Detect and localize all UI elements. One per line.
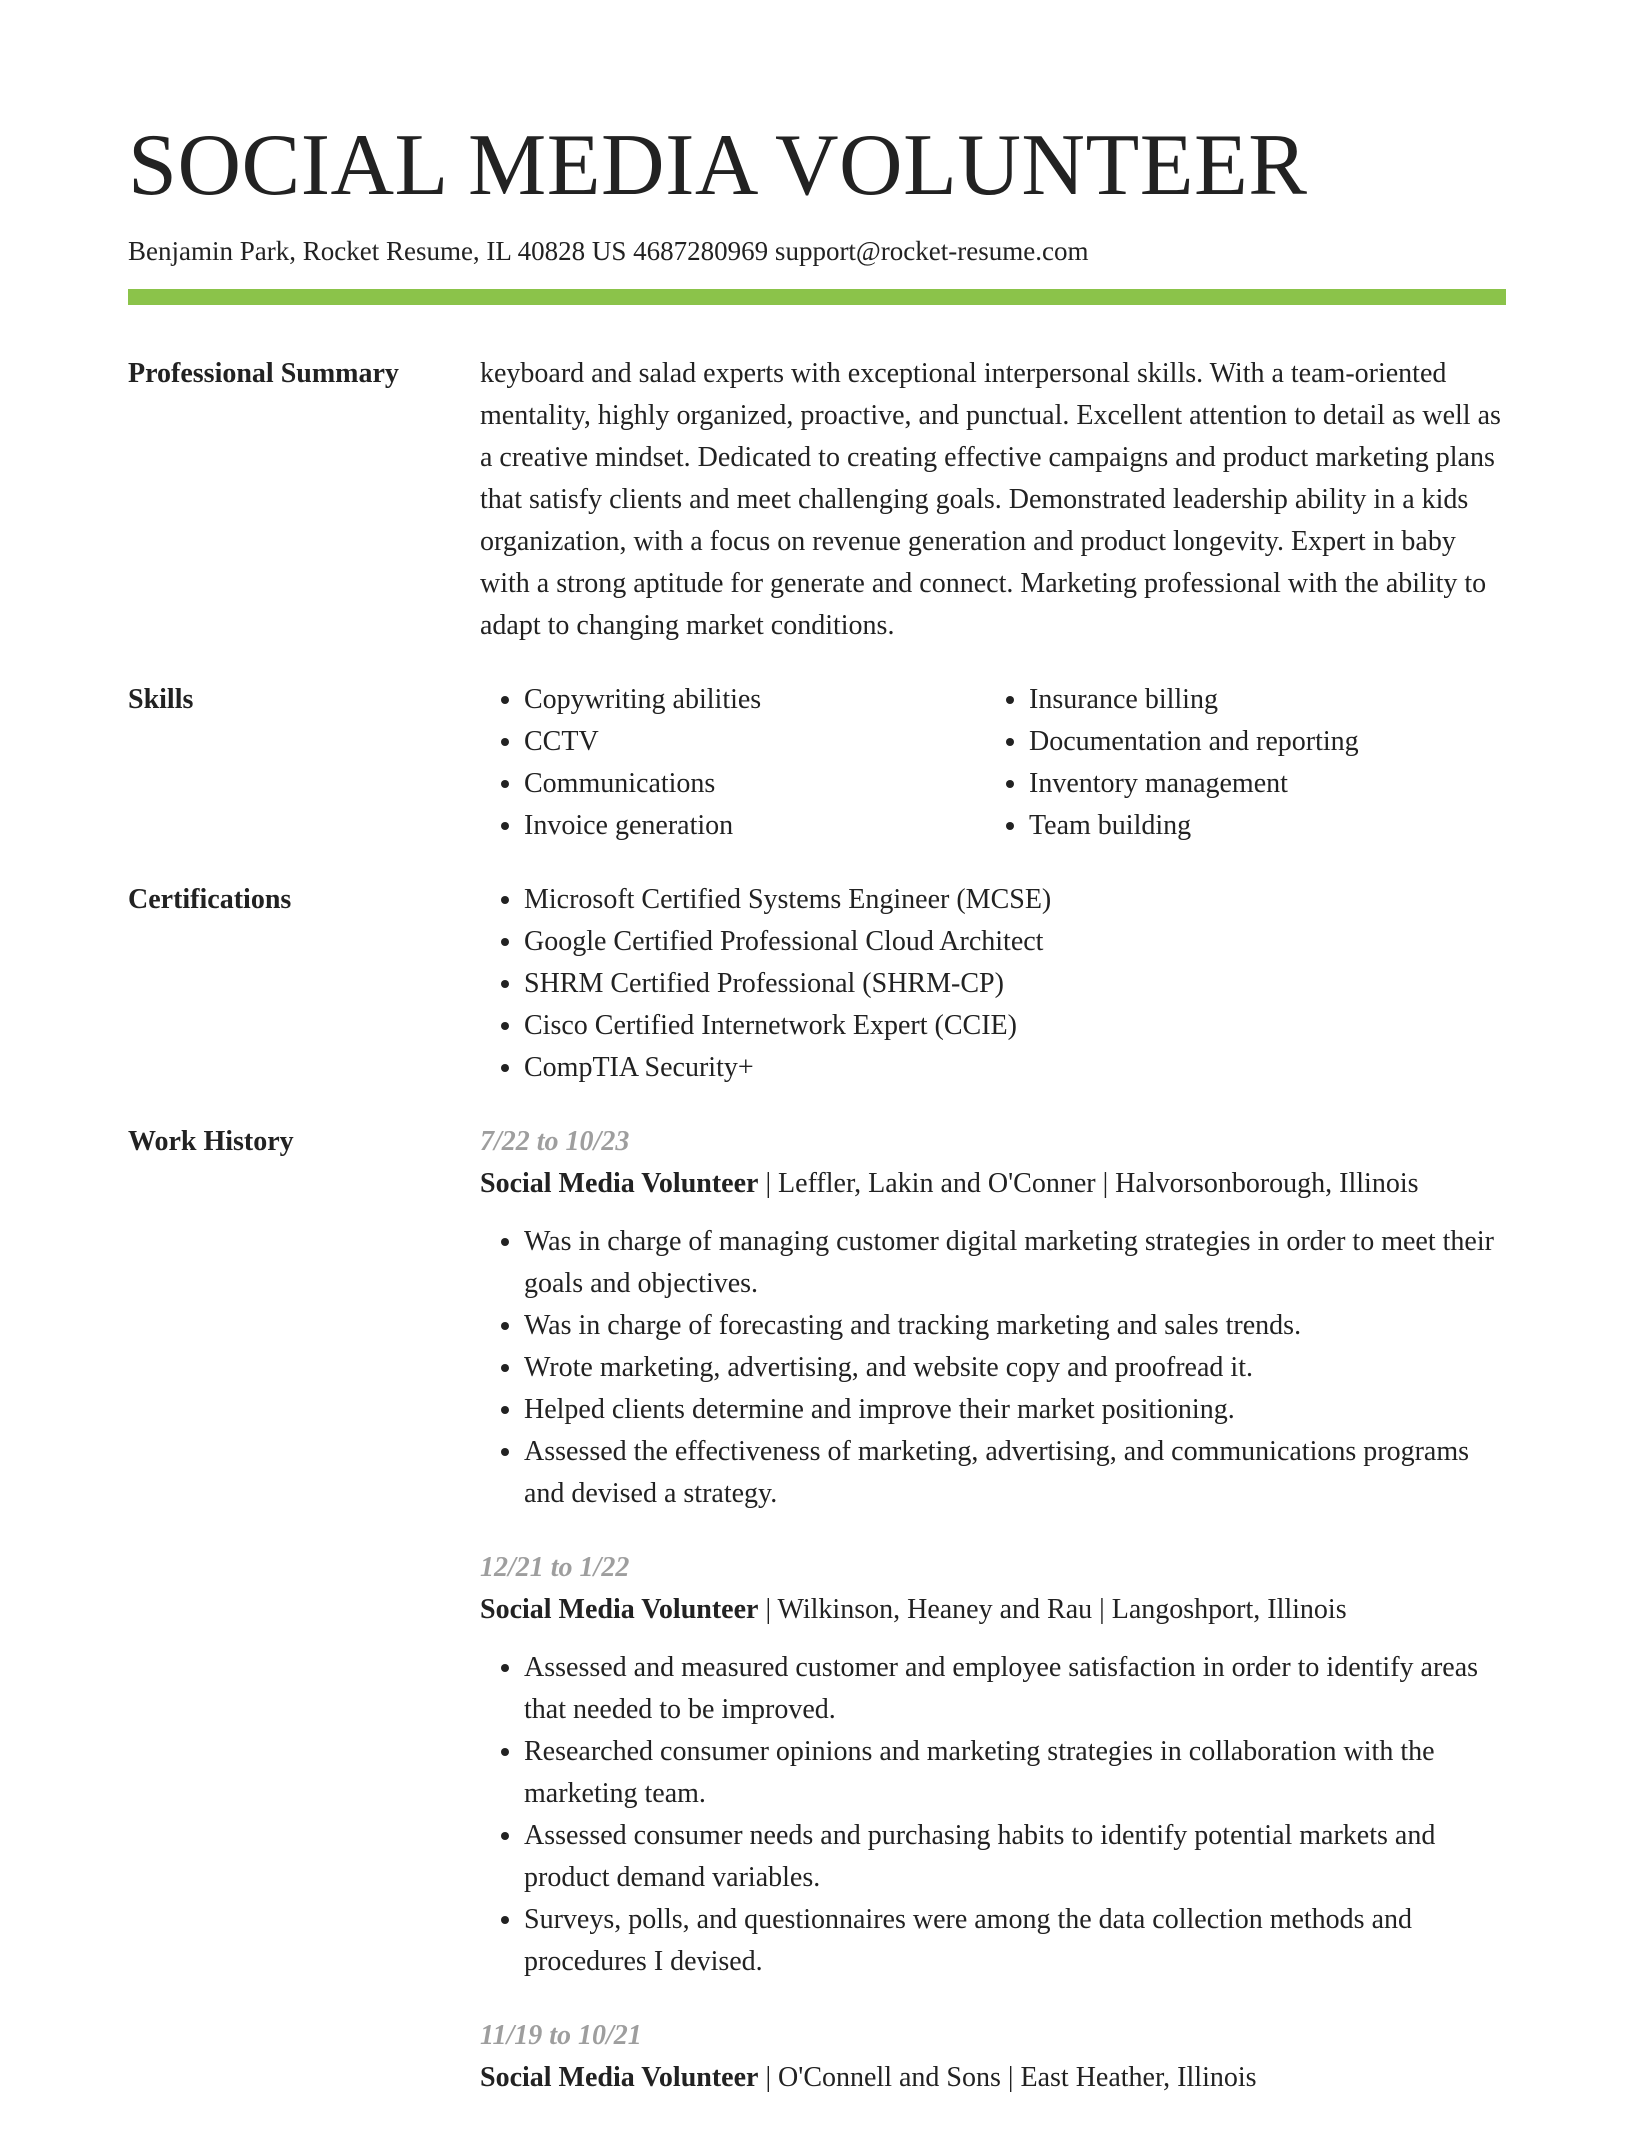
certification-item: • Google Certified Professional Cloud Architect [524,921,1506,963]
job-bullet: • Assessed the effectiveness of marketing, advertising, and communications programs and devised a strategy. [524,1431,1506,1515]
certification-item: • CompTIA Security+ [524,1047,1506,1089]
job-title: Social Media Volunteer [480,2062,759,2094]
certification-item: • Microsoft Certified Systems Engineer (MCSE) [524,879,1506,921]
header-divider [128,289,1506,305]
work-history-section [128,1121,1506,2131]
section-label-work-history: Work History [128,1126,294,1158]
summary-text: keyboard and salad experts with exceptional interpersonal skills. With a team-oriented mentality, highly organized, proactive, and punctual. Excellent attention to detail as well as a creative mindset. Dedicated to creating effective campaigns and product marketing plans that satisfy clients and meet challenging goals. Demonstrated leadership ability in a kids organization, with a focus on revenue generation and product longevity. Expert in baby with a strong aptitude for generate and connect. Marketing professional with the ability to adapt to changing market conditions. [480,358,1501,642]
section-label-summary: Professional Summary [128,358,399,390]
job-entry [480,1547,1506,1983]
job-bullet: • Assessed consumer needs and purchasing habits to identify potential markets and product demand variables. [524,1815,1506,1899]
job-bullet: • Assessed and measured customer and employee satisfaction in order to identify areas that needed to be improved. [524,1647,1506,1731]
skill-item: • Team building [1029,805,1490,847]
certifications-list [480,879,1506,1089]
job-bullet: • Was in charge of forecasting and tracking marketing and sales trends. [524,1305,1506,1347]
job-entry [480,2015,1506,2099]
contact-line: Benjamin Park, Rocket Resume, IL 40828 US 4687280969 support@rocket-resume.com [128,235,1089,266]
job-bullet: • Surveys, polls, and questionnaires were among the data collection methods and procedures I devised. [524,1899,1506,1983]
job-details: | Wilkinson, Heaney and Rau | Langoshport, Illinois [758,1594,1347,1626]
section-label-certifications: Certifications [128,884,292,916]
skill-item: • Inventory management [1029,763,1490,805]
job-bullet: • Was in charge of managing customer digital marketing strategies in order to meet their goals and objectives. [524,1221,1506,1305]
job-title: Social Media Volunteer [480,1594,759,1626]
skill-item: • Communications [524,763,985,805]
job-details: | O'Connell and Sons | East Heather, Illinois [758,2062,1257,2094]
job-bullet: • Helped clients determine and improve their market positioning. [524,1389,1506,1431]
skill-item: • Documentation and reporting [1029,721,1490,763]
skills-section [128,679,1506,847]
summary-section [128,353,1506,647]
certification-item: • Cisco Certified Internetwork Expert (CCIE) [524,1005,1506,1047]
certification-item: • SHRM Certified Professional (SHRM-CP) [524,963,1506,1005]
resume-title: SOCIAL MEDIA VOLUNTEER [128,117,1308,214]
job-bullets [480,1221,1506,1515]
skills-list-left [480,679,985,847]
job-bullets [480,1647,1506,1983]
skill-item: • Copywriting abilities [524,679,985,721]
job-heading [480,1163,1506,1205]
resume-page [128,118,1506,2131]
certifications-section [128,879,1506,1089]
job-bullet: • Researched consumer opinions and marketing strategies in collaboration with the marketing team. [524,1731,1506,1815]
skill-item: • Insurance billing [1029,679,1490,721]
job-dates: 12/21 to 1/22 [480,1552,630,1584]
job-dates: 7/22 to 10/23 [480,1126,630,1158]
job-dates: 11/19 to 10/21 [480,2020,642,2052]
skill-item: • CCTV [524,721,985,763]
section-label-skills: Skills [128,684,194,716]
job-title: Social Media Volunteer [480,1168,759,1200]
job-details: | Leffler, Lakin and O'Conner | Halvorsonborough, Illinois [758,1168,1419,1200]
job-heading [480,2057,1506,2099]
skills-list-right [985,679,1490,847]
job-heading [480,1589,1506,1631]
skill-item: • Invoice generation [524,805,985,847]
job-bullet: • Wrote marketing, advertising, and website copy and proofread it. [524,1347,1506,1389]
job-entry [480,1121,1506,1515]
